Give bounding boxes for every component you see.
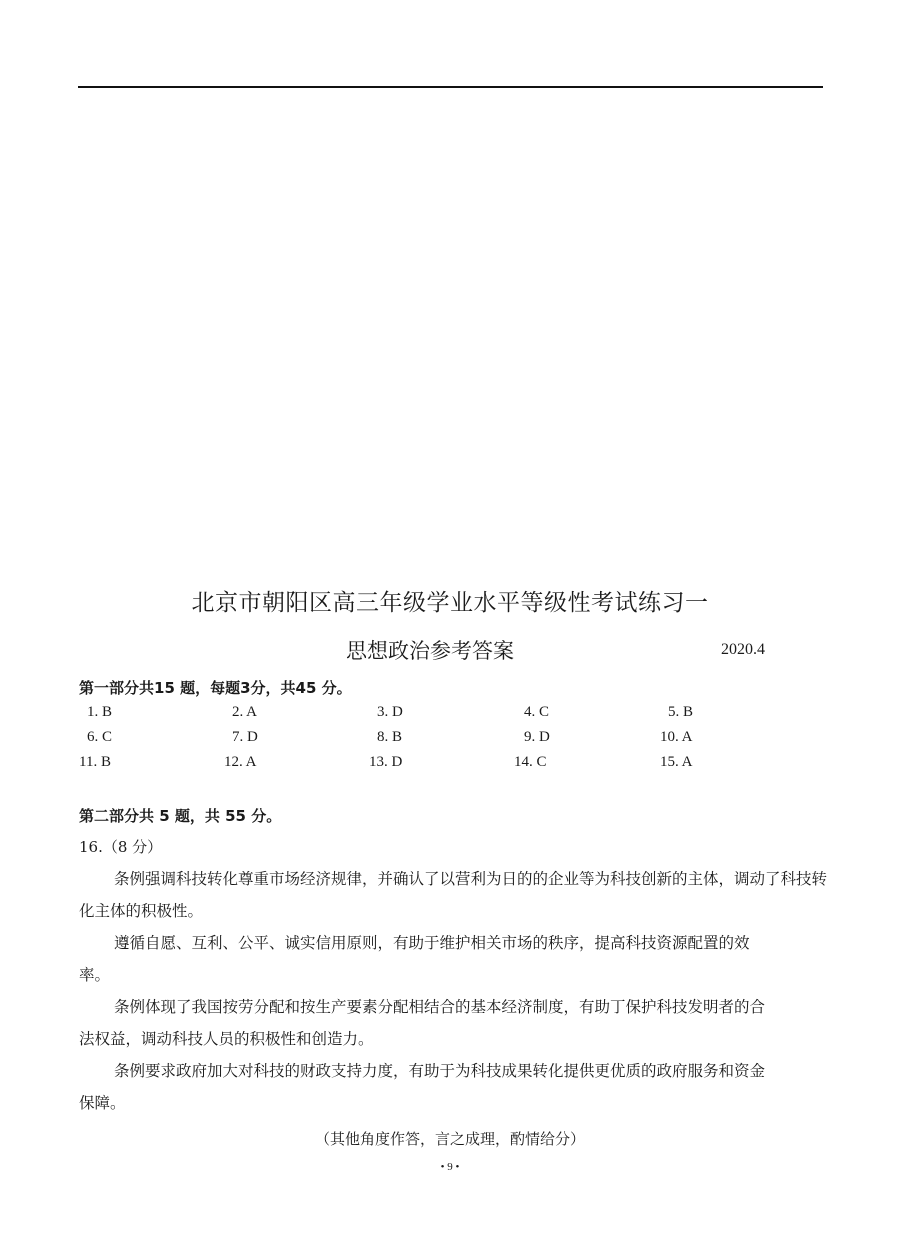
answer-item: 4. C — [524, 704, 550, 720]
answer-paragraph: 遵循自愿、互利、公平、诚实信用原则，有助于维护相关市场的秩序，提高科技资源配置的效率。 — [79, 934, 750, 984]
answer-item: 2. A — [232, 704, 258, 720]
grading-note: （其他角度作答，言之成理，酌情给分） — [314, 1130, 585, 1148]
answer-item: 5. B — [668, 704, 694, 720]
answer-paragraph: 条例体现了我国按劳分配和按生产要素分配相结合的基本经济制度，有助丁保护科技发明者的合法权益，调动科技人员的积极性和创造力。 — [79, 998, 766, 1048]
part2-heading: 第二部分共 5 题，共 55 分。 — [79, 807, 282, 825]
part1-heading: 第一部分共15 题，每题3分，共45 分。 — [79, 679, 352, 697]
answer-item: 14. C — [514, 754, 547, 770]
answer-item: 15. A — [660, 754, 693, 770]
answer-paragraph: 条例强调科技转化尊重市场经济规律，并确认了以营利为日的的企业等为科技创新的主体，调动了科技转化主体的积极性。 — [79, 870, 828, 920]
answer-item: 7. D — [232, 729, 258, 745]
answer-item: 9. D — [524, 729, 550, 745]
answer-paragraph: 条例要求政府加大对科技的财政支持力度，有助于为科技成果转化提供更优质的政府服务和资金保障。 — [79, 1062, 766, 1112]
question-label: 16.（8 分） — [79, 838, 163, 856]
answer-item: 1. B — [87, 704, 113, 720]
answer-item: 10. A — [660, 729, 693, 745]
document-subtitle: 思想政治参考答案 — [346, 639, 514, 663]
answer-item: 8. B — [377, 729, 403, 745]
answer-item: 6. C — [87, 729, 113, 745]
answer-item: 13. D — [369, 754, 403, 770]
answer-item: 11. B — [79, 754, 111, 770]
answer-item: 3. D — [377, 704, 403, 720]
document-title: 北京市朝阳区高三年级学业水平等级性考试练习一 — [191, 590, 709, 616]
page-number: • 9 • — [440, 1161, 460, 1173]
document-date: 2020.4 — [721, 641, 765, 658]
answer-item: 12. A — [224, 754, 257, 770]
